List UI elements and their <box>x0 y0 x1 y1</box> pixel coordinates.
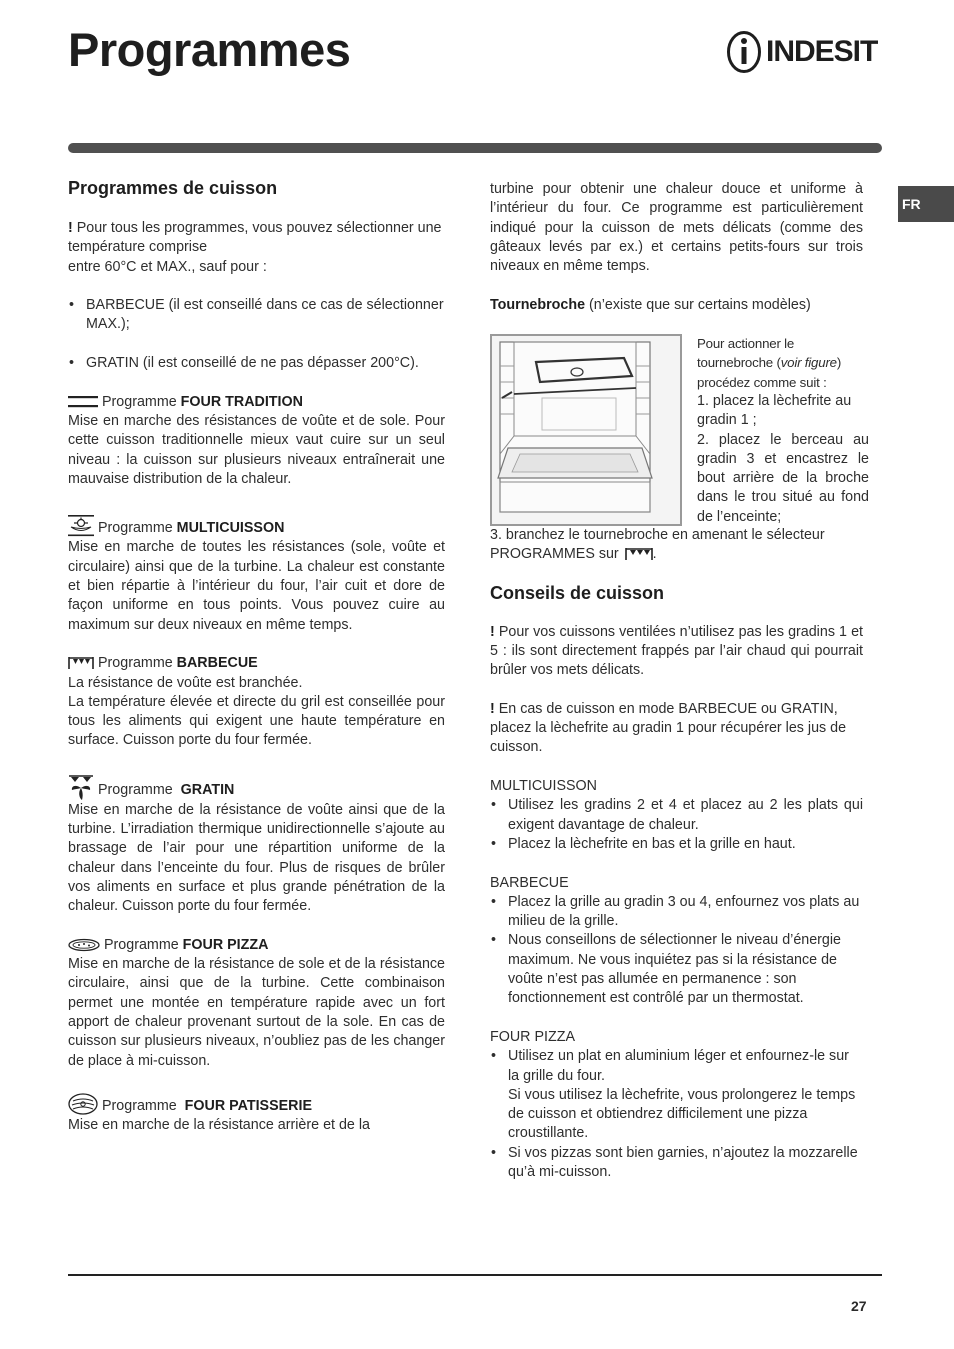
figure-caption: Pour actionner le tournebroche (voir figure) procédez comme suit : <box>697 336 842 390</box>
temperature-exceptions-list <box>68 296 445 373</box>
list-item: • Placez la grille au gradin 3 ou 4, enfournez vos plats au milieu de la grille. <box>490 893 863 932</box>
tournebroche-instructions <box>697 334 869 527</box>
tournebroche-figure-block <box>490 334 869 526</box>
program-description: Mise en marche de toutes les résistances (sole, voûte et circulaire) ainsi que de la turbine. La chaleur est constante et bien répartie à l’intérieur du four, l’air cuit et dore de façon uniforme en tous points. Vous pouvez cuire au maximum sur deux niveaux en même temps. <box>68 539 445 633</box>
list-item: • Placez la lèchefrite en bas et la grille en haut. <box>490 835 863 854</box>
page-title: Programmes <box>68 23 351 76</box>
tip-title-barbecue: BARBECUE <box>490 874 569 891</box>
oven-drawing <box>492 336 680 524</box>
four-pizza-icon <box>68 938 100 952</box>
warning-paragraph: ! En cas de cuisson en mode BARBECUE ou GRATIN, placez la lèchefrite au gradin 1 pour récupérer les jus de cuisson. <box>490 700 847 756</box>
list-item: • Utilisez les gradins 2 et 4 et placez au 2 les plats qui exigent davantage de chaleur. <box>490 796 863 835</box>
list-item: • Si vos pizzas sont bien garnies, n’ajoutez la mozzarelle qu’à mi-cuisson. <box>490 1144 863 1183</box>
four-tradition-icon <box>68 395 98 409</box>
left-column <box>68 177 445 1135</box>
warning-paragraph: ! Pour vos cuissons ventilées n’utilisez pas les gradins 1 et 5 : ils sont directement frappés par l’air chaud qui pourrait brûler vos mets délicats. <box>490 623 863 679</box>
program-description: Mise en marche de la résistance de sole et de la résistance circulaire, ainsi que de la turbine. Cette combinaison permet une montée en température rapide avec un fort apport de chaleur provenant surtout de la sole. En cas de cuisson sur plusieurs niveaux, n’oubliez pas de les changer de place à mi-cuisson. <box>68 956 445 1069</box>
program-description: Mise en marche de la résistance arrière et de la <box>68 1117 370 1134</box>
program-description: La température élevée et directe du gril est conseillée pour tous les aliments qui exigent une haute température en surface. Cuisson porte du four fermée. <box>68 693 445 749</box>
section-heading-programmes: Programmes de cuisson <box>68 178 278 198</box>
tip-list-multicuisson <box>490 796 863 854</box>
step-3: 3. branchez le tournebroche en amenant le sélecteur PROGRAMMES sur . <box>490 527 825 563</box>
brand-name: INDESIT <box>766 35 878 68</box>
warning-mark: ! <box>68 220 73 236</box>
program-description: La résistance de voûte est branchée. <box>68 674 303 691</box>
tip-title-multicuisson: MULTICUISSON <box>490 778 597 795</box>
program-title-gratin: Programme GRATIN <box>68 775 445 801</box>
program-title-multicuisson: Programme MULTICUISSON <box>68 515 445 538</box>
intro-line2: entre 60°C et MAX., sauf pour : <box>68 258 267 275</box>
list-item: • Nous conseillons de sélectionner le niveau d’énergie maximum. Ne vous inquiétez pas si la résistance de voûte n’est pas allumée en permanence : son fonctionnement est contrôlé par un thermostat. <box>490 931 863 1008</box>
top-divider <box>68 143 882 153</box>
intro-paragraph: ! Pour tous les programmes, vous pouvez sélectionner une température comprise <box>68 220 442 256</box>
program-title-four-tradition: Programme FOUR TRADITION <box>68 393 445 412</box>
tip-list-four-pizza <box>490 1047 863 1182</box>
rotisserie-oven-illustration <box>490 334 682 526</box>
list-item: • Utilisez un plat en aluminium léger et enfournez-le sur la grille du four. Si vous utilisez la lèchefrite, vous prolongerez le temps de cuisson et obtiendrez difficilement une pizza croustillante. <box>490 1047 863 1143</box>
section-heading-conseils: Conseils de cuisson <box>490 582 665 603</box>
four-patisserie-icon <box>68 1093 98 1115</box>
multicuisson-icon <box>68 515 94 537</box>
right-column <box>490 180 869 1182</box>
gratin-icon <box>68 775 94 801</box>
list-item: • BARBECUE (il est conseillé dans ce cas de sélectionner MAX.); <box>68 296 445 335</box>
program-title-barbecue: Programme BARBECUE <box>68 654 445 673</box>
tournebroche-title: Tournebroche (n’existe que sur certains modèles) <box>490 296 811 313</box>
barbecue-icon <box>68 656 94 670</box>
patisserie-continuation: turbine pour obtenir une chaleur douce et uniforme à l’intérieur du four. Ce programme est particulièrement indiqué pour la cuisson de mets délicats (comme des gâteaux levés par ex.) et certains petits-fours sur trois niveaux en même temps. <box>490 181 863 275</box>
step-1: 1. placez la lèchefrite au gradin 1 ; <box>697 392 852 429</box>
step-2: 2. placez le berceau au gradin 3 et encastrez le bout arrière de la broche dans le trou situé au fond de l’enceinte; <box>697 431 869 525</box>
tip-title-four-pizza: FOUR PIZZA <box>490 1028 575 1045</box>
brand-logo <box>726 30 877 74</box>
barbecue-icon <box>625 547 653 561</box>
program-description: Mise en marche de la résistance de voûte ainsi que de la turbine. L’irradiation thermique unidirectionnelle s’ajoute au brassage de l’air pour une répartition uniforme de la chaleur dans l’enceinte du four. Plus de risques de brûler vos aliments en surface et plus grande pénétration de la chaleur. Cuisson porte du four fermée. <box>68 801 445 915</box>
program-description: Mise en marche des résistances de voûte et de sole. Pour cette cuisson traditionnelle mieux vaut cuire sur un seul niveau : la cuisson sur plusieurs niveaux entraînerait une mauvaise distribution de la chaleur. <box>68 412 445 487</box>
list-item: • GRATIN (il est conseillé de ne pas dépasser 200°C). <box>68 354 445 373</box>
program-title-four-pizza: Programme FOUR PIZZA <box>68 936 445 955</box>
page-number: 27 <box>851 1298 867 1314</box>
program-title-four-patisserie: Programme FOUR PATISSERIE <box>68 1093 445 1116</box>
language-tab: FR <box>898 186 954 222</box>
tip-list-barbecue <box>490 893 863 1009</box>
brand-logo-icon <box>726 30 762 74</box>
bottom-divider <box>68 1274 882 1276</box>
